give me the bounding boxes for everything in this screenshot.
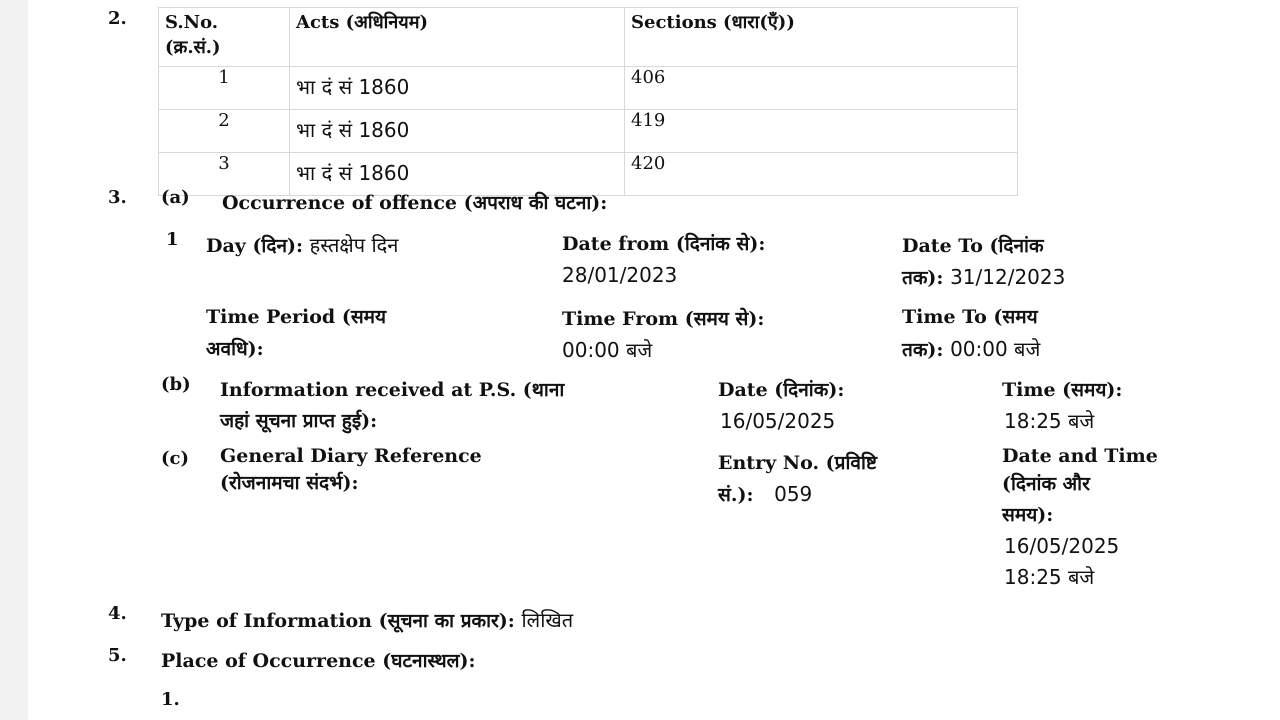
acts-sections-table	[158, 7, 1018, 196]
section-2-number: 2.	[108, 8, 127, 29]
info-date-value: 16/05/2025	[720, 409, 836, 433]
date-to-field	[902, 262, 1065, 294]
place-item-number: 1.	[161, 689, 180, 710]
date-time-time-value: 18:25 बजे	[1004, 565, 1095, 589]
date-to-value: 31/12/2023	[950, 265, 1066, 289]
date-to-label-cont: तक):	[902, 267, 944, 289]
row-section: 419	[625, 110, 1018, 153]
info-received-label-cont: जहां सूचना प्राप्त हुई):	[220, 410, 378, 432]
general-diary-label-cont: (रोजनामचा संदर्भ):	[220, 472, 359, 494]
occurrence-item-number: 1	[166, 229, 179, 250]
row-section: 420	[625, 153, 1018, 196]
date-time-label-cont: (दिनांक और	[1002, 473, 1090, 495]
row-act: भा दं सं 1860	[290, 153, 625, 196]
day-value: हस्तक्षेप दिन	[309, 233, 399, 257]
place-of-occurrence-label: Place of Occurrence (घटनास्थल):	[161, 650, 476, 672]
entry-no-value: 059	[774, 482, 813, 506]
table-row	[159, 67, 1018, 110]
occurrence-of-offence-title: Occurrence of offence (अपराध की घटना):	[222, 192, 608, 214]
date-time-label: Date and Time	[1002, 445, 1158, 467]
header-sno-hindi: (क्र.सं.)	[165, 37, 221, 58]
info-time-value: 18:25 बजे	[1004, 409, 1095, 433]
info-time-label: Time (समय):	[1002, 379, 1123, 401]
date-time-date-value: 16/05/2025	[1004, 534, 1120, 558]
section-5-number: 5.	[108, 645, 127, 666]
section-4-number: 4.	[108, 603, 127, 624]
date-to-label: Date To (दिनांक	[902, 235, 1044, 257]
header-sno-text: S.No.	[165, 12, 219, 33]
time-from-value: 00:00 बजे	[562, 338, 653, 362]
header-sections: Sections (धारा(एँ))	[625, 8, 1018, 67]
row-sno: 1	[159, 67, 290, 110]
time-to-value: 00:00 बजे	[950, 337, 1041, 361]
header-sno	[159, 8, 290, 67]
time-period-label-cont: अवधि):	[206, 338, 264, 360]
entry-no-field	[718, 479, 812, 511]
type-of-information-field	[161, 605, 573, 637]
day-label: Day (दिन):	[206, 235, 303, 257]
time-to-label-cont: तक):	[902, 339, 944, 361]
section-3-number: 3.	[108, 187, 127, 208]
type-of-information-label: Type of Information (सूचना का प्रकार):	[161, 610, 515, 632]
row-act: भा दं सं 1860	[290, 110, 625, 153]
section-3c-tag: (c)	[161, 448, 189, 469]
header-acts: Acts (अधिनियम)	[290, 8, 625, 67]
entry-no-label-cont: सं.):	[718, 484, 754, 506]
time-to-field	[902, 334, 1040, 366]
type-of-information-value: लिखित	[521, 608, 574, 632]
section-3b-tag: (b)	[161, 374, 191, 395]
row-section: 406	[625, 67, 1018, 110]
date-time-label-end: समय):	[1002, 504, 1054, 526]
date-from-value: 28/01/2023	[562, 263, 678, 287]
date-from-label: Date from (दिनांक से):	[562, 233, 766, 255]
section-3a-tag: (a)	[161, 187, 190, 208]
time-period-label: Time Period (समय	[206, 306, 387, 328]
info-received-label: Information received at P.S. (थाना	[220, 379, 565, 401]
row-sno: 3	[159, 153, 290, 196]
row-act: भा दं सं 1860	[290, 67, 625, 110]
time-from-label: Time From (समय से):	[562, 308, 765, 330]
general-diary-label: General Diary Reference	[220, 445, 482, 467]
fir-document-page	[28, 0, 1280, 720]
entry-no-label: Entry No. (प्रविष्टि	[718, 452, 877, 474]
row-sno: 2	[159, 110, 290, 153]
time-to-label: Time To (समय	[902, 306, 1038, 328]
info-date-label: Date (दिनांक):	[718, 379, 845, 401]
table-row	[159, 110, 1018, 153]
day-field	[206, 230, 398, 262]
table-header-row	[159, 8, 1018, 67]
